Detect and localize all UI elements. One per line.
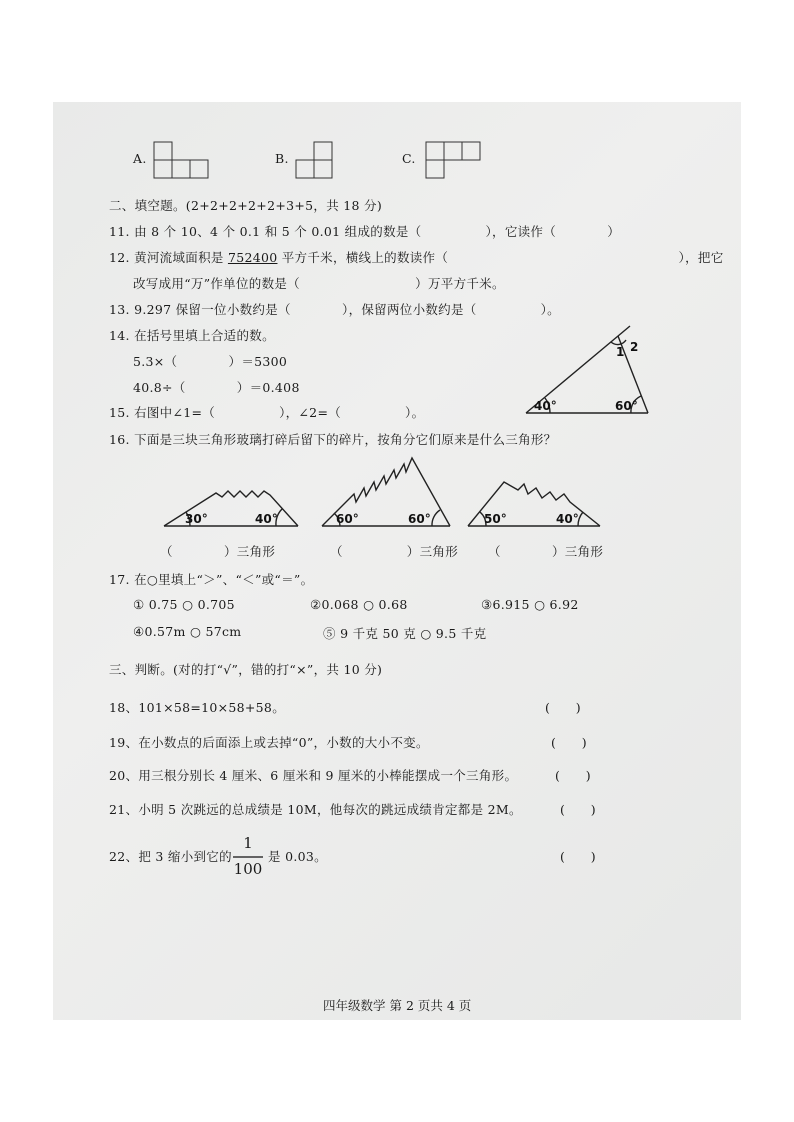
option-c-net-figure <box>424 140 488 180</box>
q21-text: 小明 5 次跳远的总成绩是 10M，他每次的跳远成绩肯定都是 2M。 <box>138 802 522 817</box>
q22-answer-parens: ( ) <box>560 849 596 864</box>
q22-tail: 是 0.03。 <box>268 849 327 864</box>
question-18 <box>109 698 285 716</box>
question-11 <box>109 222 620 240</box>
q12-number: 12. <box>109 250 130 265</box>
q15-angle-2-label: 2 <box>630 340 639 354</box>
q16-piece-1-figure <box>160 476 302 532</box>
q15-triangle-figure <box>520 322 660 422</box>
q12-underlined-number: 752400 <box>227 250 278 265</box>
q16-piece-1-right-angle: 40° <box>255 512 278 526</box>
q16-piece-3-left-angle: 50° <box>484 512 507 526</box>
section-3-title: 三、判断。(对的打“√”，错的打“×”，共 10 分) <box>109 662 383 677</box>
q20-text: 用三根分别长 4 厘米、6 厘米和 9 厘米的小棒能摆成一个三角形。 <box>138 768 518 783</box>
q16-piece-2-right-angle: 60° <box>408 512 431 526</box>
q22-fraction-numerator: 1 <box>243 834 253 852</box>
q14-text: 在括号里填上合适的数。 <box>134 328 275 343</box>
q19-number: 19、 <box>109 735 139 750</box>
q16-piece-3-right-angle: 40° <box>556 512 579 526</box>
q19-text: 在小数点的后面添上或去掉“0”，小数的大小不变。 <box>138 735 429 750</box>
option-a-net-figure <box>152 140 214 180</box>
q22-text: 把 3 缩小到它的 <box>138 849 232 864</box>
question-20 <box>109 766 517 784</box>
q14-equation-1: 5.3×（ ）＝5300 <box>133 354 288 369</box>
q22-number: 22、 <box>109 849 139 864</box>
q11-number: 11. <box>109 224 130 239</box>
q18-answer-parens: ( ) <box>545 700 581 715</box>
q12-line-2: 改写成用“万”作单位的数是（ ）万平方千米。 <box>133 276 505 291</box>
q13-text: 9.297 保留一位小数约是（ ），保留两位小数约是（ ）。 <box>134 302 560 317</box>
q17-item-1: ① 0.75 ○ 0.705 <box>133 597 235 612</box>
option-b-label: B. <box>275 151 289 166</box>
question-15 <box>109 403 424 421</box>
q21-answer-parens: ( ) <box>560 802 596 817</box>
q15-angle-1-label: 1 <box>616 345 625 359</box>
q13-number: 13. <box>109 302 130 317</box>
q15-text: 右图中∠1=（ ），∠2=（ ）。 <box>134 405 425 420</box>
q16-piece-2-left-angle: 60° <box>336 512 359 526</box>
question-16 <box>109 430 556 448</box>
q14-equation-2: 40.8÷（ ）＝0.408 <box>133 380 300 395</box>
q14-number: 14. <box>109 328 130 343</box>
question-12 <box>109 248 724 266</box>
option-a-label: A. <box>133 151 147 166</box>
q17-item-3: ③6.915 ○ 6.92 <box>481 597 579 612</box>
q17-number: 17. <box>109 572 130 587</box>
q12-text-post: 平方千米，横线上的数读作（ ），把它 <box>277 250 724 265</box>
q16-answer-3: （ ）三角形 <box>488 544 604 559</box>
question-17 <box>109 570 313 588</box>
q22-fraction-denominator: 100 <box>233 860 263 878</box>
section-2-title: 二、填空题。(2+2+2+2+2+3+5，共 18 分) <box>109 198 383 213</box>
option-c-label: C. <box>402 151 416 166</box>
q20-answer-parens: ( ) <box>555 768 591 783</box>
q17-item-5: ⑤ 9 千克 50 克 ○ 9.5 千克 <box>323 626 487 641</box>
question-13 <box>109 300 560 318</box>
q18-text: 101×58=10×58+58。 <box>138 700 285 715</box>
q16-piece-3-figure <box>464 474 604 532</box>
question-22 <box>109 847 232 865</box>
q17-item-4: ④0.57m ○ 57cm <box>133 624 242 639</box>
q15-angle-40-label: 40° <box>534 399 557 413</box>
q16-answer-1: （ ）三角形 <box>160 544 276 559</box>
q15-angle-60-label: 60° <box>615 399 638 413</box>
question-21 <box>109 800 522 818</box>
q19-answer-parens: ( ) <box>551 735 587 750</box>
q16-number: 16. <box>109 432 130 447</box>
q16-answer-2: （ ）三角形 <box>330 544 459 559</box>
q12-text-pre: 黄河流域面积是 <box>134 250 228 265</box>
q16-text: 下面是三块三角形玻璃打碎后留下的碎片，按角分它们原来是什么三角形？ <box>134 432 557 447</box>
question-19 <box>109 733 429 751</box>
page-footer: 四年级数学 第 2 页共 4 页 <box>323 998 472 1013</box>
q17-text: 在○里填上“＞”、“＜”或“＝”。 <box>134 572 314 587</box>
option-b-net-figure <box>294 140 338 180</box>
q11-text: 由 8 个 10、4 个 0.1 和 5 个 0.01 组成的数是（ ），它读作（ ） <box>134 224 621 239</box>
q16-piece-2-figure <box>318 452 454 532</box>
q17-item-2: ②0.068 ○ 0.68 <box>310 597 408 612</box>
question-14 <box>109 326 275 344</box>
q20-number: 20、 <box>109 768 139 783</box>
q16-piece-1-left-angle: 30° <box>185 512 208 526</box>
q15-number: 15. <box>109 405 130 420</box>
q21-number: 21、 <box>109 802 139 817</box>
q18-number: 18、 <box>109 700 139 715</box>
